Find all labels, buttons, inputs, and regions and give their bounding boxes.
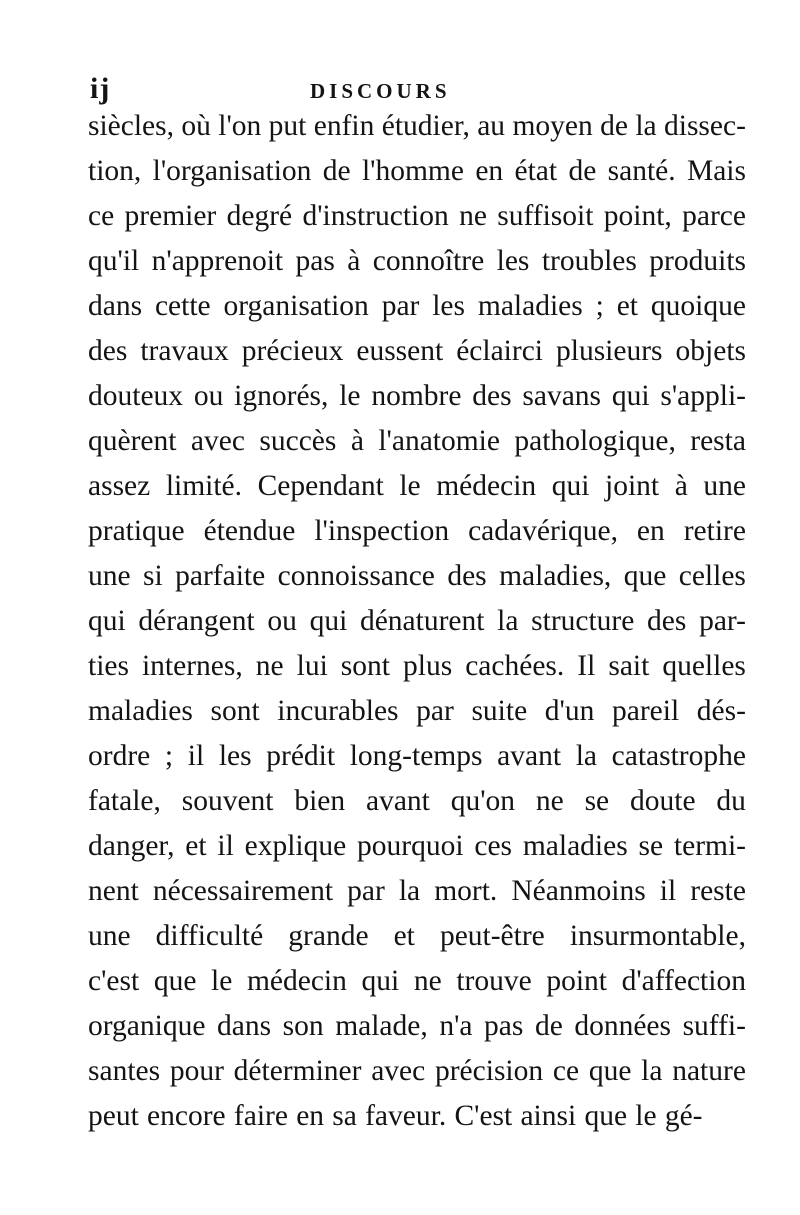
text-line: douteux ou ignorés, le nombre des savans qui s'appli- [88, 380, 746, 412]
text-line: dans cette organisation par les maladies ; et quoique [88, 290, 746, 322]
text-line: quèrent avec succès à l'anatomie pathologique, resta [88, 425, 746, 457]
text-line: organique dans son malade, n'a pas de données suffi- [88, 1010, 746, 1042]
running-title: DISCOURS [310, 79, 451, 103]
body-text [88, 104, 746, 1139]
text-line: une difficulté grande et peut-être insurmontable, [88, 920, 746, 952]
text-line: qui dérangent ou qui dénaturent la structure des par- [88, 605, 746, 637]
text-line: danger, et il explique pourquoi ces maladies se termi- [88, 830, 746, 862]
text-line: des travaux précieux eussent éclairci plusieurs objets [88, 335, 746, 367]
text-line: une si parfaite connoissance des maladies, que celles [88, 560, 746, 592]
text-line: ce premier degré d'instruction ne suffisoit point, parce [88, 200, 746, 232]
text-line: nent nécessairement par la mort. Néanmoins il reste [88, 875, 746, 907]
text-line: assez limité. Cependant le médecin qui joint à une [88, 470, 746, 502]
text-line: siècles, où l'on put enfin étudier, au moyen de la dissec- [88, 110, 746, 142]
text-line: c'est que le médecin qui ne trouve point d'affection [88, 965, 746, 997]
text-line: ordre ; il les prédit long-temps avant la catastrophe [88, 740, 746, 772]
page-number: ij [90, 72, 111, 105]
text-line: ties internes, ne lui sont plus cachées. Il sait quelles [88, 650, 746, 682]
text-line: tion, l'organisation de l'homme en état de santé. Mais [88, 155, 746, 187]
text-line: santes pour déterminer avec précision ce que la nature [88, 1055, 746, 1087]
text-line: fatale, souvent bien avant qu'on ne se doute du [88, 785, 746, 817]
text-line: pratique étendue l'inspection cadavérique, en retire [88, 515, 746, 547]
page-header [90, 68, 730, 108]
text-line: maladies sont incurables par suite d'un pareil dés- [88, 695, 746, 727]
text-line: peut encore faire en sa faveur. C'est ainsi que le gé- [88, 1100, 703, 1132]
text-line: qu'il n'apprenoit pas à connoître les troubles produits [88, 245, 746, 277]
